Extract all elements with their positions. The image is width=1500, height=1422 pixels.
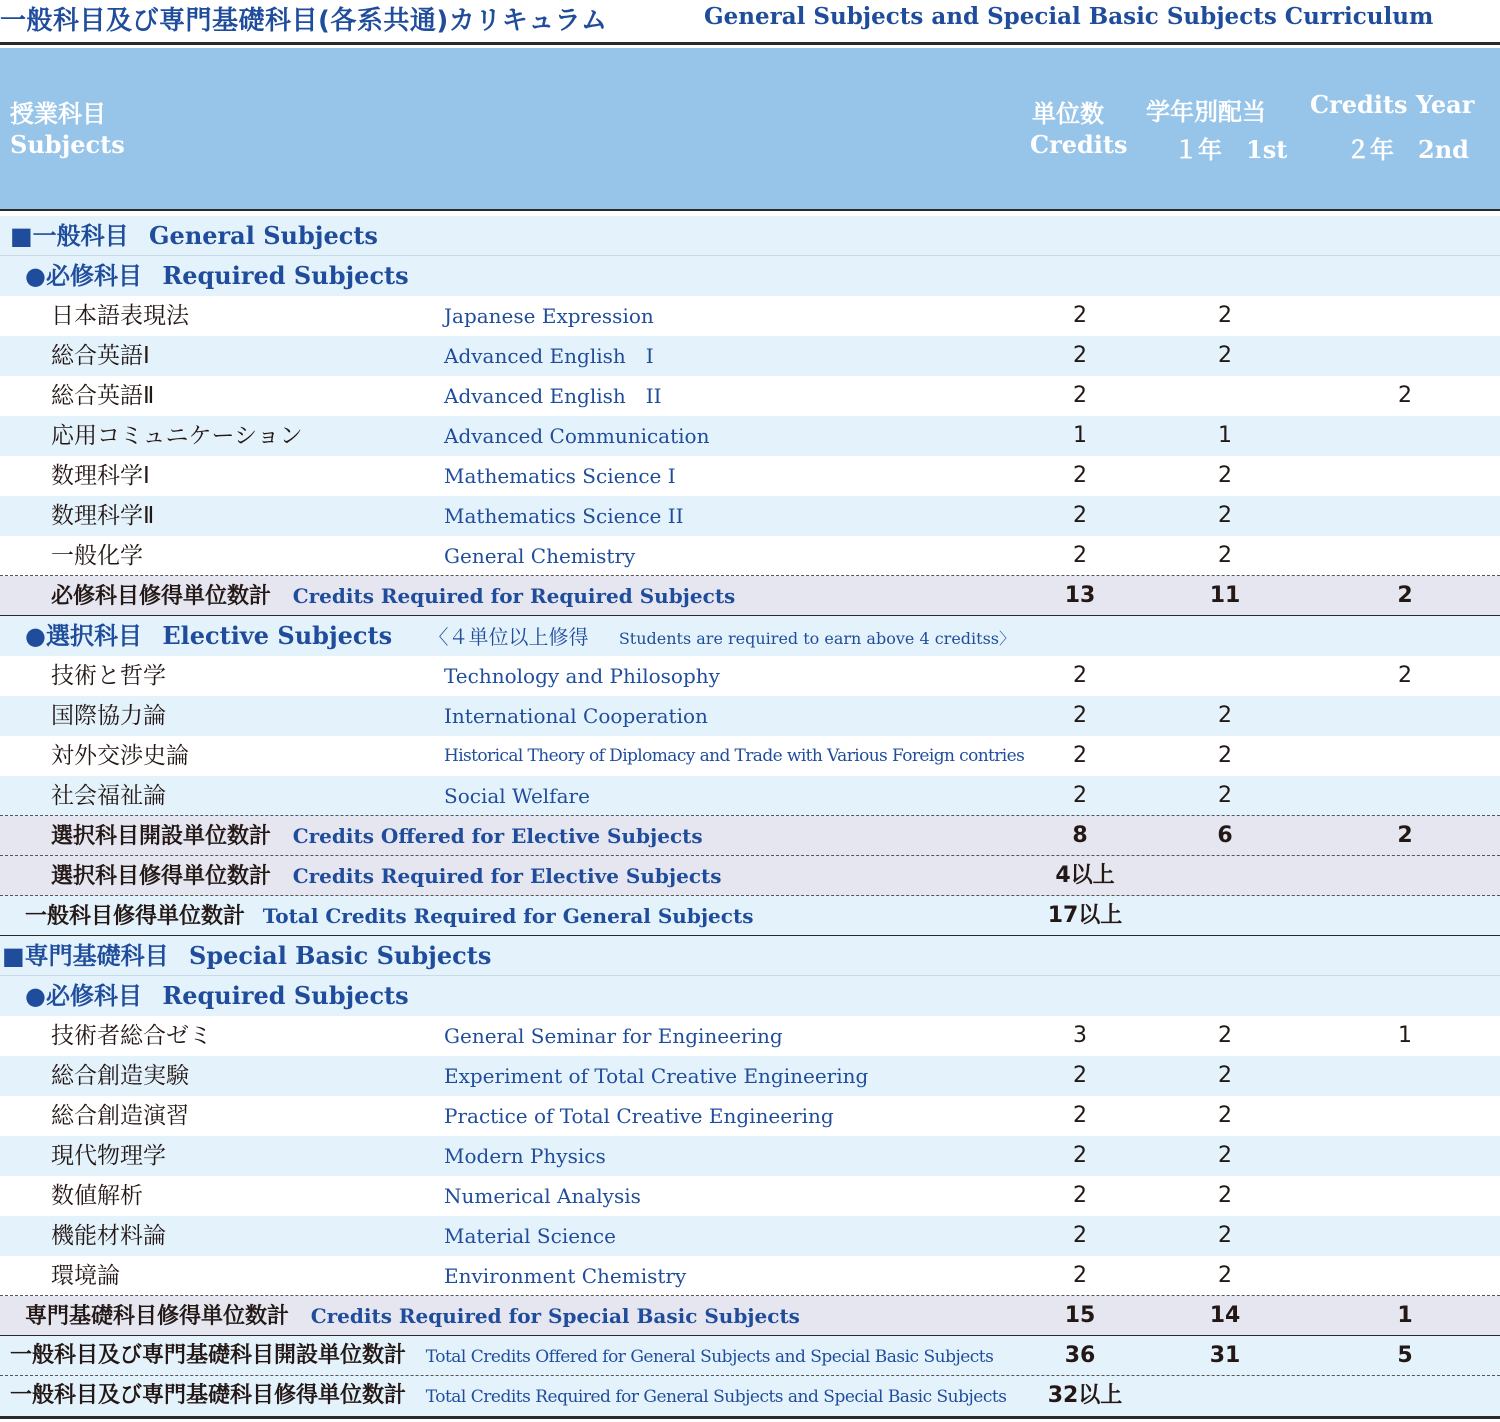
table-row: [0, 536, 1500, 576]
elective-note-jp: 〈４単位以上修得: [428, 625, 589, 649]
subject-en: Experiment of Total Creative Engineering: [444, 1064, 869, 1088]
year2-value: [1365, 1176, 1445, 1216]
subject-en: Modern Physics: [444, 1144, 606, 1168]
bottom-rule: [0, 1416, 1500, 1419]
header-subjects-jp: 授業科目: [10, 100, 106, 128]
subject-en: General Chemistry: [444, 544, 636, 568]
year1-value: 2: [1218, 783, 1232, 808]
grand-offered-year2: 5: [1397, 1343, 1413, 1368]
subsection-general-elective: [0, 616, 1500, 656]
year1-value: 2: [1218, 503, 1232, 528]
total-label-en: Total Credits Required for General Subjects: [262, 904, 754, 928]
credits-value: 2: [1073, 1143, 1087, 1168]
subject-jp: 現代物理学: [51, 1143, 166, 1169]
subject-en: Advanced English II: [444, 384, 662, 408]
subject-jp: 社会福祉論: [51, 783, 166, 809]
year2-value: [1365, 336, 1445, 376]
year2-value: [1365, 536, 1445, 576]
sum-year2: 1: [1397, 1303, 1413, 1328]
grand-required-credits: 32以上: [1047, 1383, 1123, 1408]
grand-total-required: [0, 1376, 1500, 1416]
subject-en: Mathematics Science II: [444, 504, 684, 528]
section-special-title-jp: ■専門基礎科目: [2, 942, 169, 970]
grand-offered-year1: 31: [1209, 1343, 1241, 1368]
subsection-title-en: Elective Subjects: [162, 621, 393, 650]
grand-required-label: [10, 1376, 1006, 1416]
total-general: [0, 896, 1500, 936]
subject-en: Numerical Analysis: [444, 1184, 641, 1208]
year1-value: 2: [1218, 303, 1232, 328]
subject-en: Material Science: [444, 1224, 616, 1248]
table-header: [0, 48, 1500, 209]
sum-label: [51, 576, 735, 616]
year2-value: [1365, 1256, 1445, 1296]
subsection-title-jp: ●選択科目: [25, 622, 142, 650]
sum-label-jp: 専門基礎科目修得単位数計: [25, 1304, 290, 1329]
table-row: [0, 696, 1500, 736]
table-row: [0, 1256, 1500, 1296]
sum-elective-required: [0, 856, 1500, 896]
credits-value: 3: [1073, 1023, 1087, 1048]
credits-value: 2: [1073, 1063, 1087, 1088]
year1-value: 2: [1218, 703, 1232, 728]
table-row: [0, 496, 1500, 536]
subsection-general-required: [0, 256, 1500, 296]
credits-value: 2: [1073, 463, 1087, 488]
header-credits-en: Credits: [1030, 130, 1128, 159]
section-special-title: [2, 936, 491, 976]
year1-value: 2: [1218, 1223, 1232, 1248]
table-row: [0, 1136, 1500, 1176]
year2-value: [1365, 776, 1445, 816]
header-credits-year-en: Credits Year: [1310, 90, 1475, 119]
year1-value: 2: [1218, 743, 1232, 768]
header-subjects-en: Subjects: [10, 130, 125, 159]
subject-jp: 総合英語Ⅱ: [51, 383, 155, 409]
year2-value: [1365, 736, 1445, 776]
credits-value: 2: [1073, 783, 1087, 808]
year2-value: [1365, 696, 1445, 736]
sum-label-en: Credits Offered for Elective Subjects: [292, 824, 703, 848]
sum-general-required: [0, 576, 1500, 616]
sum-special-required: [0, 1296, 1500, 1336]
year1-value: 2: [1218, 343, 1232, 368]
sum-credits: 8: [1072, 823, 1088, 848]
subject-jp: 対外交渉史論: [51, 743, 189, 769]
page-title-jp: 一般科目及び専門基礎科目(各系共通)カリキュラム: [0, 6, 608, 36]
subject-jp: 数理科学Ⅰ: [51, 463, 150, 489]
subject-jp: 応用コミュニケーション: [51, 423, 303, 449]
page-title-en: General Subjects and Special Basic Subjects Curriculum: [704, 3, 1434, 30]
subject-jp: 機能材料論: [51, 1223, 166, 1249]
subject-jp: 数理科学Ⅱ: [51, 503, 155, 529]
subsection-title-jp: ●必修科目: [25, 982, 142, 1010]
year2-value: [1365, 1136, 1445, 1176]
sum-label: [51, 856, 722, 896]
year2-value: [1365, 296, 1445, 336]
sum-label: [25, 1296, 800, 1336]
subject-en: Historical Theory of Diplomacy and Trade with Various Foreign contries: [444, 746, 1025, 766]
credits-value: 2: [1073, 703, 1087, 728]
credits-value: 2: [1073, 303, 1087, 328]
year1-value: [1185, 376, 1265, 416]
sum-credits: 13: [1064, 583, 1096, 608]
sum-label-en: Credits Required for Required Subjects: [292, 584, 736, 608]
elective-note-en: Students are required to earn above 4 creditss〉: [618, 629, 1015, 648]
page-title-bar: [0, 0, 1500, 44]
subject-jp: 総合創造実験: [51, 1063, 189, 1089]
sum-year1: 6: [1217, 823, 1233, 848]
sum-credits: 15: [1064, 1303, 1096, 1328]
year2-value: [1365, 456, 1445, 496]
credits-value: 2: [1073, 343, 1087, 368]
year1-value: 2: [1218, 543, 1232, 568]
grand-offered-label-jp: 一般科目及び専門基礎科目開設単位数計: [10, 1343, 407, 1368]
subject-en: Social Welfare: [444, 784, 590, 808]
table-row: [0, 376, 1500, 416]
year1-value: 2: [1218, 1183, 1232, 1208]
header-year-alloc-jp: 学年別配当: [1146, 98, 1266, 126]
section-general: [0, 216, 1500, 256]
year1-value: 2: [1218, 1263, 1232, 1288]
sum-elective-offered: [0, 816, 1500, 856]
grand-required-label-jp: 一般科目及び専門基礎科目修得単位数計: [10, 1383, 407, 1408]
total-label: [25, 896, 753, 936]
sum-label-en: Credits Required for Elective Subjects: [292, 864, 722, 888]
subject-en: Environment Chemistry: [444, 1264, 687, 1288]
subject-jp: 技術と哲学: [51, 663, 166, 689]
credits-value: 2: [1073, 503, 1087, 528]
grand-total-offered: [0, 1336, 1500, 1376]
grand-offered-label: [10, 1336, 993, 1376]
subject-jp: 環境論: [51, 1263, 120, 1289]
section-special-title-en: Special Basic Subjects: [189, 941, 492, 970]
credits-value: 1: [1073, 423, 1087, 448]
subject-en: Mathematics Science I: [444, 464, 676, 488]
year2-value: [1365, 1056, 1445, 1096]
header-year2: ２年 2nd: [1346, 135, 1469, 164]
title-divider: [0, 42, 1500, 45]
subject-jp: 一般化学: [51, 543, 143, 569]
section-general-title-jp: ■一般科目: [10, 222, 129, 250]
year1-value: 2: [1218, 1063, 1232, 1088]
subject-jp: 総合創造演習: [51, 1103, 189, 1129]
credits-value: 2: [1073, 383, 1087, 408]
table-row: [0, 1056, 1500, 1096]
table-row: [0, 776, 1500, 816]
credits-value: 2: [1073, 1263, 1087, 1288]
subject-en: Technology and Philosophy: [444, 664, 720, 688]
sum-label-en: Credits Required for Special Basic Subjects: [310, 1304, 800, 1328]
sum-year1: 11: [1209, 583, 1241, 608]
subject-jp: 日本語表現法: [51, 303, 189, 329]
table-row: [0, 296, 1500, 336]
section-general-title-en: General Subjects: [149, 221, 378, 250]
subject-en: International Cooperation: [444, 704, 708, 728]
sum-label-jp: 必修科目修得単位数計: [51, 584, 272, 609]
subsection-title-en: Required Subjects: [162, 261, 409, 290]
total-credits: 17以上: [1047, 903, 1123, 928]
sum-year1: 14: [1209, 1303, 1241, 1328]
year1-value: 2: [1218, 1103, 1232, 1128]
subject-jp: 技術者総合ゼミ: [51, 1023, 212, 1049]
sum-credits: 4以上: [1055, 863, 1115, 888]
subject-en: Advanced English I: [444, 344, 654, 368]
subject-en: Advanced Communication: [444, 424, 710, 448]
subject-en: Practice of Total Creative Engineering: [444, 1104, 834, 1128]
year2-value: [1365, 1216, 1445, 1256]
subsection-special-required-title: [25, 976, 409, 1016]
section-special: [0, 936, 1500, 976]
year2-value: 2: [1398, 383, 1412, 408]
subsection-special-required: [0, 976, 1500, 1016]
year1-value: 1: [1218, 423, 1232, 448]
header-year1: １年 1st: [1174, 135, 1288, 164]
table-row: [0, 336, 1500, 376]
credits-value: 2: [1073, 663, 1087, 688]
year1-value: [1185, 656, 1265, 696]
subsection-general-required-title: [25, 256, 409, 296]
table-row: [0, 416, 1500, 456]
credits-value: 2: [1073, 1223, 1087, 1248]
table-row: [0, 1216, 1500, 1256]
year1-value: 2: [1218, 1143, 1232, 1168]
table-row: [0, 736, 1500, 776]
grand-offered-label-en: Total Credits Offered for General Subjects and Special Basic Subjects: [425, 1347, 994, 1367]
credits-value: 2: [1073, 1103, 1087, 1128]
sum-label: [51, 816, 703, 856]
subject-en: Japanese Expression: [444, 304, 654, 328]
subsection-general-elective-title: [25, 616, 1015, 656]
sum-year2: 2: [1397, 583, 1413, 608]
year2-value: [1365, 1096, 1445, 1136]
table-row: [0, 1176, 1500, 1216]
subject-jp: 国際協力論: [51, 703, 166, 729]
header-divider: [0, 209, 1500, 211]
table-row: [0, 656, 1500, 696]
year2-value: [1365, 496, 1445, 536]
credits-value: 2: [1073, 543, 1087, 568]
year2-value: 1: [1398, 1023, 1412, 1048]
grand-offered-credits: 36: [1064, 1343, 1096, 1368]
subject-jp: 総合英語Ⅰ: [51, 343, 150, 369]
sum-label-jp: 選択科目修得単位数計: [51, 864, 272, 889]
sum-year2: 2: [1397, 823, 1413, 848]
year1-value: 2: [1218, 463, 1232, 488]
year1-value: 2: [1218, 1023, 1232, 1048]
subsection-title-en: Required Subjects: [162, 981, 409, 1010]
sum-label-jp: 選択科目開設単位数計: [51, 824, 272, 849]
section-general-title: [10, 216, 378, 256]
credits-value: 2: [1073, 743, 1087, 768]
subject-en: General Seminar for Engineering: [444, 1024, 783, 1048]
table-row: [0, 456, 1500, 496]
credits-value: 2: [1073, 1183, 1087, 1208]
year2-value: 2: [1398, 663, 1412, 688]
year2-value: [1365, 416, 1445, 456]
grand-required-label-en: Total Credits Required for General Subjects and Special Basic Subjects: [425, 1387, 1007, 1407]
header-credits-jp: 単位数: [1032, 100, 1104, 128]
subsection-title-jp: ●必修科目: [25, 262, 142, 290]
table-row: [0, 1096, 1500, 1136]
table-row: [0, 1016, 1500, 1056]
total-label-jp: 一般科目修得単位数計: [25, 904, 246, 929]
subject-jp: 数値解析: [51, 1183, 143, 1209]
